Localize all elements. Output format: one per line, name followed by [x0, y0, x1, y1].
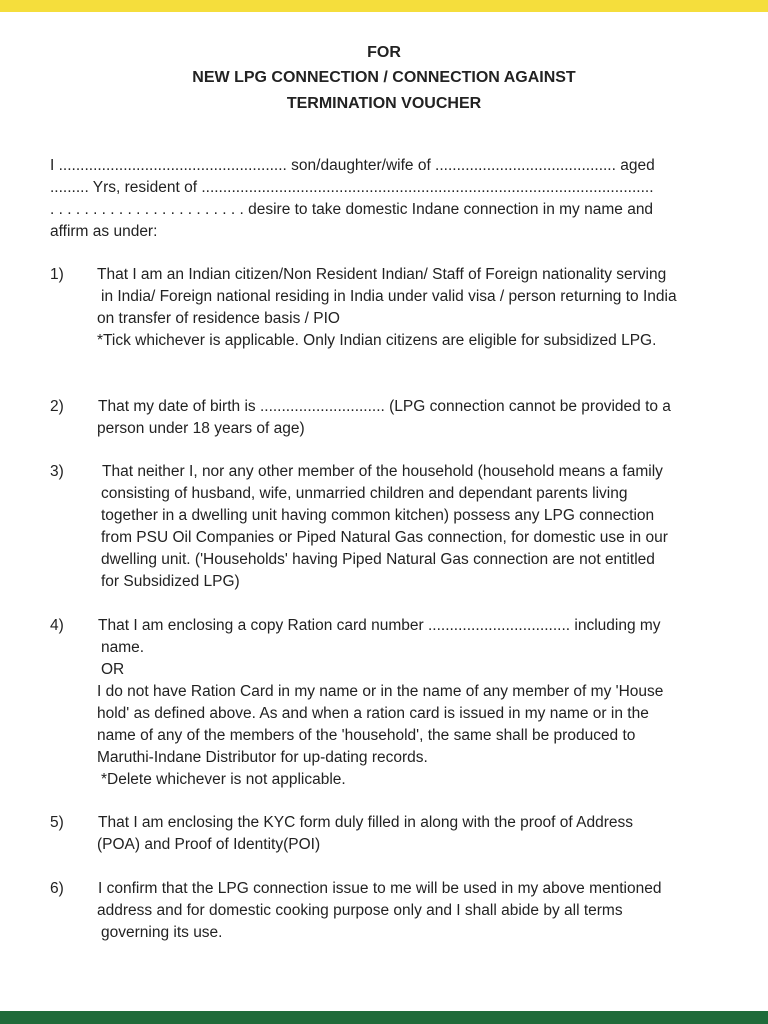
item-6-line-2: address and for domestic cooking purpose only and I shall abide by all terms	[97, 902, 623, 919]
item-5-number: 5)	[50, 814, 64, 831]
item-2-line-2: person under 18 years of age)	[97, 420, 305, 437]
item-4-line-4: I do not have Ration Card in my name or in the name of any member of my 'House	[97, 683, 664, 700]
item-3-number: 3)	[50, 463, 64, 480]
item-1-line-2: in India/ Foreign national residing in India under valid visa / person returning to India	[101, 288, 677, 305]
item-3-line-1: That neither I, nor any other member of the household (household means a family	[102, 463, 663, 480]
top-color-band	[0, 0, 768, 12]
item-6-line-3: governing its use.	[101, 924, 223, 941]
title-line-2: NEW LPG CONNECTION / CONNECTION AGAINST	[192, 69, 576, 86]
item-2-number: 2)	[50, 398, 64, 415]
bottom-color-band	[0, 1011, 768, 1024]
item-3-line-2: consisting of husband, wife, unmarried children and dependant parents living	[101, 485, 628, 502]
item-3-line-6: for Subsidized LPG)	[101, 573, 240, 590]
item-1-number: 1)	[50, 266, 64, 283]
intro-line-4: affirm as under:	[50, 223, 158, 240]
item-3-line-5: dwelling unit. ('Households' having Piped Natural Gas connection are not entitled	[101, 551, 655, 568]
item-4-line-1: That I am enclosing a copy Ration card number ................................. including my	[98, 617, 661, 634]
item-4-line-8: *Delete whichever is not applicable.	[101, 771, 346, 788]
item-1-line-1: That I am an Indian citizen/Non Resident Indian/ Staff of Foreign nationality serving	[97, 266, 667, 283]
title-line-1: FOR	[367, 44, 401, 61]
item-4-line-7: Maruthi-Indane Distributor for up-dating records.	[97, 749, 428, 766]
item-1-line-3: on transfer of residence basis / PIO	[97, 310, 340, 327]
item-4-line-2: name.	[101, 639, 145, 656]
item-4-line-5: hold' as defined above. As and when a ration card is issued in my name or in the	[97, 705, 649, 722]
item-2-line-1: That my date of birth is ............................. (LPG connection cannot be provided to a	[98, 398, 671, 415]
intro-line-2: ......... Yrs, resident of .........................................................................................................	[50, 179, 654, 196]
item-6-number: 6)	[50, 880, 64, 897]
item-3-line-3: together in a dwelling unit having common kitchen) possess any LPG connection	[101, 507, 655, 524]
item-6-line-1: I confirm that the LPG connection issue to me will be used in my above mentioned	[98, 880, 662, 897]
item-4-line-6: name of any of the members of the 'household', the same shall be produced to	[97, 727, 636, 744]
title-line-3: TERMINATION VOUCHER	[286, 95, 482, 112]
intro-line-1: I ..................................................... son/daughter/wife of .......................................... aged	[50, 157, 655, 174]
intro-line-3: . . . . . . . . . . . . . . . . . . . . . . . desire to take domestic Indane connection in my name and	[50, 201, 654, 218]
item-4-line-3: OR	[101, 661, 125, 678]
item-5-line-2: (POA) and Proof of Identity(POI)	[97, 836, 321, 853]
item-3-line-4: from PSU Oil Companies or Piped Natural Gas connection, for domestic use in our	[101, 529, 668, 546]
item-1-line-4: *Tick whichever is applicable. Only Indian citizens are eligible for subsidized LPG.	[97, 332, 657, 349]
item-5-line-1: That I am enclosing the KYC form duly filled in along with the proof of Address	[98, 814, 634, 831]
item-4-number: 4)	[50, 617, 64, 634]
